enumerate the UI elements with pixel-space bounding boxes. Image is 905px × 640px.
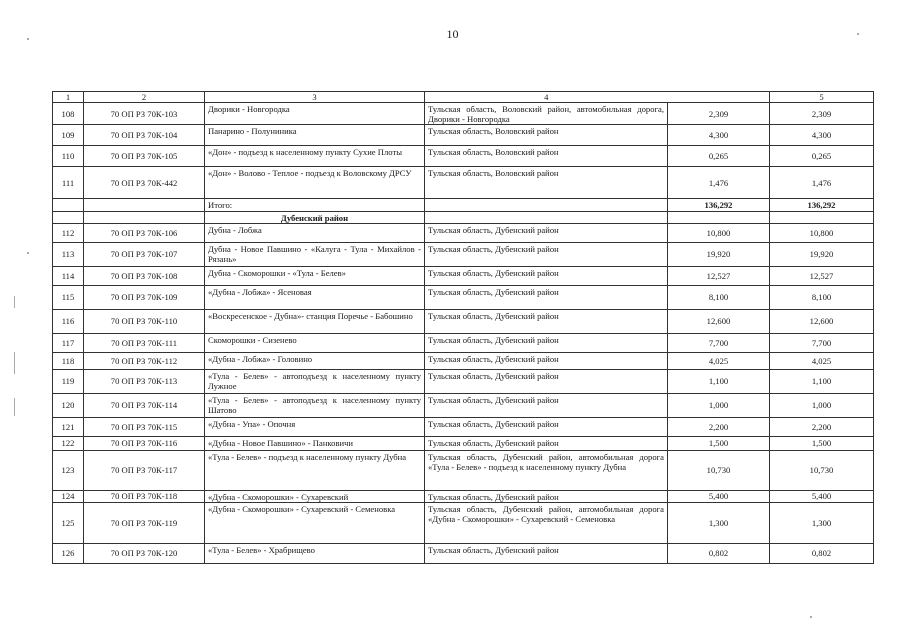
road-id-code: 70 ОП РЗ 70К-110 <box>84 309 205 333</box>
length-km-total: 5,400 <box>770 490 874 502</box>
length-km: 1,100 <box>668 369 770 393</box>
road-name: Дубенский район <box>205 211 425 223</box>
row-number: 124 <box>53 490 84 502</box>
table-row <box>53 309 874 333</box>
column-number-3: 3 <box>205 92 425 103</box>
roads-table <box>52 91 874 564</box>
table-row <box>53 223 874 242</box>
row-number: 112 <box>53 223 84 242</box>
road-name: «Дубна - Скоморошки» - Сухаревский - Семеновка <box>205 502 425 543</box>
row-number: 114 <box>53 266 84 285</box>
road-location: Тульская область, Дубенский район <box>425 309 668 333</box>
road-id-code: 70 ОП РЗ 70К-112 <box>84 352 205 369</box>
table-row <box>53 103 874 125</box>
road-location <box>425 211 668 223</box>
road-location: Тульская область, Дубенский район <box>425 417 668 436</box>
road-name: «Дубна - Лобжа» - Ясеновая <box>205 285 425 309</box>
road-name: «Дубна - Упа» - Опочня <box>205 417 425 436</box>
row-number <box>53 199 84 211</box>
road-name: «Дубна - Скоморошки» - Сухаревский <box>205 490 425 502</box>
table-row <box>53 369 874 393</box>
margin-mark <box>14 296 15 308</box>
table-row <box>53 146 874 167</box>
row-number: 119 <box>53 369 84 393</box>
road-location: Тульская область, Дубенский район <box>425 223 668 242</box>
road-name: Итого: <box>205 199 425 211</box>
road-id-code: 70 ОП РЗ 70К-108 <box>84 266 205 285</box>
row-number: 126 <box>53 543 84 563</box>
road-location: Тульская область, Дубенский район <box>425 490 668 502</box>
margin-mark <box>14 398 15 416</box>
road-location: Тульская область, Дубенский район <box>425 436 668 450</box>
road-id-code <box>84 199 205 211</box>
length-km-total: 0,802 <box>770 543 874 563</box>
row-number: 113 <box>53 242 84 266</box>
table-row <box>53 333 874 352</box>
column-number-1: 1 <box>53 92 84 103</box>
row-number: 117 <box>53 333 84 352</box>
road-id-code: 70 ОП РЗ 70К-106 <box>84 223 205 242</box>
table-row <box>53 450 874 490</box>
table-row <box>53 125 874 146</box>
length-km: 0,265 <box>668 146 770 167</box>
road-id-code: 70 ОП РЗ 70К-111 <box>84 333 205 352</box>
road-name: «Дон» - подъезд к населенному пункту Сухие Плоты <box>205 146 425 167</box>
row-number: 123 <box>53 450 84 490</box>
row-number: 125 <box>53 502 84 543</box>
table-row <box>53 285 874 309</box>
road-id-code: 70 ОП РЗ 70К-119 <box>84 502 205 543</box>
road-location: Тульская область, Дубенский район, автомобильная дорога «Тула - Белев» - подъезд к населенному пункту Дубна <box>425 450 668 490</box>
table-row <box>53 266 874 285</box>
road-name: «Дубна - Лобжа» - Головино <box>205 352 425 369</box>
road-id-code: 70 ОП РЗ 70К-442 <box>84 167 205 199</box>
length-km: 2,309 <box>668 103 770 125</box>
length-km-total: 10,730 <box>770 450 874 490</box>
row-number: 109 <box>53 125 84 146</box>
length-km: 1,000 <box>668 393 770 417</box>
table-row <box>53 490 874 502</box>
length-km-total: 1,476 <box>770 167 874 199</box>
road-id-code <box>84 211 205 223</box>
length-km-total: 4,300 <box>770 125 874 146</box>
road-location: Тульская область, Дубенский район <box>425 333 668 352</box>
row-number: 108 <box>53 103 84 125</box>
length-km: 7,700 <box>668 333 770 352</box>
length-km: 1,500 <box>668 436 770 450</box>
road-name: Дубна - Новое Павшино - «Калуга - Тула - Михайлов - Рязань» <box>205 242 425 266</box>
length-km: 2,200 <box>668 417 770 436</box>
length-km-total: 0,265 <box>770 146 874 167</box>
row-number: 121 <box>53 417 84 436</box>
margin-mark <box>857 33 859 35</box>
length-km-total: 136,292 <box>770 199 874 211</box>
row-number: 116 <box>53 309 84 333</box>
road-location: Тульская область, Воловский район <box>425 167 668 199</box>
length-km: 1,476 <box>668 167 770 199</box>
length-km-total: 1,300 <box>770 502 874 543</box>
table-row <box>53 417 874 436</box>
length-km-total: 2,200 <box>770 417 874 436</box>
road-location: Тульская область, Дубенский район <box>425 393 668 417</box>
road-id-code: 70 ОП РЗ 70К-115 <box>84 417 205 436</box>
table-row <box>53 167 874 199</box>
road-location <box>425 199 668 211</box>
length-km-total: 7,700 <box>770 333 874 352</box>
road-name: Дубна - Скоморошки - «Тула - Белев» <box>205 266 425 285</box>
table-row <box>53 436 874 450</box>
road-id-code: 70 ОП РЗ 70К-116 <box>84 436 205 450</box>
length-km-total: 10,800 <box>770 223 874 242</box>
road-location: Тульская область, Дубенский район <box>425 266 668 285</box>
length-km: 4,025 <box>668 352 770 369</box>
length-km: 12,600 <box>668 309 770 333</box>
road-id-code: 70 ОП РЗ 70К-109 <box>84 285 205 309</box>
table-row <box>53 543 874 563</box>
road-id-code: 70 ОП РЗ 70К-117 <box>84 450 205 490</box>
roads-table-body <box>53 92 874 564</box>
column-number-4-continued <box>668 92 770 103</box>
row-number: 110 <box>53 146 84 167</box>
margin-mark <box>27 252 29 254</box>
length-km: 19,920 <box>668 242 770 266</box>
road-name: «Тула - Белев» - Храбрищево <box>205 543 425 563</box>
table-row <box>53 393 874 417</box>
length-km-total: 19,920 <box>770 242 874 266</box>
margin-mark <box>27 38 29 40</box>
length-km-total: 12,600 <box>770 309 874 333</box>
length-km: 8,100 <box>668 285 770 309</box>
road-id-code: 70 ОП РЗ 70К-114 <box>84 393 205 417</box>
road-name: «Дон» - Волово - Теплое - подъезд к Воловскому ДРСУ <box>205 167 425 199</box>
margin-mark <box>14 352 15 374</box>
road-location: Тульская область, Дубенский район <box>425 543 668 563</box>
length-km-total: 12,527 <box>770 266 874 285</box>
road-name: «Воскресенское - Дубна»- станция Поречье - Бабошино <box>205 309 425 333</box>
length-km: 0,802 <box>668 543 770 563</box>
length-km: 136,292 <box>668 199 770 211</box>
length-km-total: 1,100 <box>770 369 874 393</box>
road-id-code: 70 ОП РЗ 70К-107 <box>84 242 205 266</box>
column-number-2: 2 <box>84 92 205 103</box>
row-number: 120 <box>53 393 84 417</box>
length-km-total: 8,100 <box>770 285 874 309</box>
road-id-code: 70 ОП РЗ 70К-105 <box>84 146 205 167</box>
road-name: «Тула - Белев» - подъезд к населенному пункту Дубна <box>205 450 425 490</box>
length-km-total <box>770 211 874 223</box>
road-name: «Тула - Белев» - автоподъезд к населенному пункту Лужное <box>205 369 425 393</box>
length-km: 4,300 <box>668 125 770 146</box>
road-name: «Дубна - Новое Павшино» - Панковичи <box>205 436 425 450</box>
column-number-4: 4 <box>425 92 668 103</box>
table-row <box>53 502 874 543</box>
length-km-total: 1,500 <box>770 436 874 450</box>
road-id-code: 70 ОП РЗ 70К-103 <box>84 103 205 125</box>
table-row <box>53 352 874 369</box>
total-row <box>53 199 874 211</box>
road-name: Скоморошки - Сизенево <box>205 333 425 352</box>
length-km: 12,527 <box>668 266 770 285</box>
length-km-total: 2,309 <box>770 103 874 125</box>
length-km: 10,730 <box>668 450 770 490</box>
road-location: Тульская область, Дубенский район <box>425 352 668 369</box>
length-km-total: 1,000 <box>770 393 874 417</box>
road-location: Тульская область, Дубенский район <box>425 242 668 266</box>
row-number <box>53 211 84 223</box>
road-location: Тульская область, Воловский район, автомобильная дорога, Дворики - Новгородка <box>425 103 668 125</box>
road-id-code: 70 ОП РЗ 70К-120 <box>84 543 205 563</box>
length-km: 5,400 <box>668 490 770 502</box>
road-location: Тульская область, Дубенский район <box>425 369 668 393</box>
length-km <box>668 211 770 223</box>
road-location: Тульская область, Воловский район <box>425 146 668 167</box>
road-id-code: 70 ОП РЗ 70К-118 <box>84 490 205 502</box>
road-location: Тульская область, Дубенский район <box>425 285 668 309</box>
road-name: «Тула - Белев» - автоподъезд к населенному пункту Шатово <box>205 393 425 417</box>
page-number: 10 <box>446 27 459 41</box>
row-number: 118 <box>53 352 84 369</box>
road-id-code: 70 ОП РЗ 70К-113 <box>84 369 205 393</box>
length-km: 10,800 <box>668 223 770 242</box>
road-location: Тульская область, Дубенский район, автомобильная дорога «Дубна - Скоморошки» - Сухаревский - Семеновка <box>425 502 668 543</box>
road-name: Дубна - Лобжа <box>205 223 425 242</box>
row-number: 115 <box>53 285 84 309</box>
length-km: 1,300 <box>668 502 770 543</box>
road-id-code: 70 ОП РЗ 70К-104 <box>84 125 205 146</box>
row-number: 122 <box>53 436 84 450</box>
road-name: Панарино - Полуниника <box>205 125 425 146</box>
column-number-5: 5 <box>770 92 874 103</box>
road-name: Дворики - Новгородка <box>205 103 425 125</box>
margin-mark <box>810 616 812 618</box>
road-location: Тульская область, Воловский район <box>425 125 668 146</box>
column-number-header-row <box>53 92 874 103</box>
length-km-total: 4,025 <box>770 352 874 369</box>
table-row <box>53 242 874 266</box>
row-number: 111 <box>53 167 84 199</box>
district-heading-row <box>53 211 874 223</box>
